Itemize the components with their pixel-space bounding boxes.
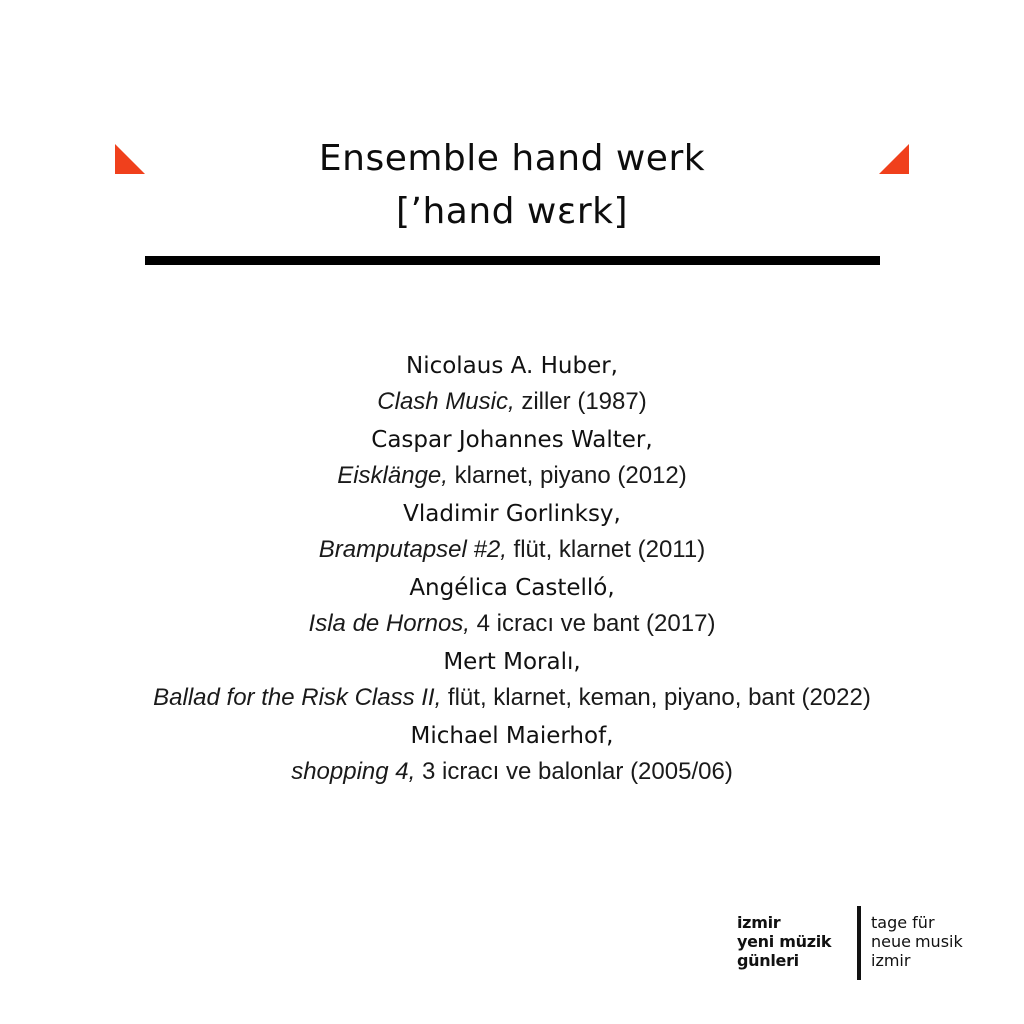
composer-name: Angélica Castelló,	[409, 575, 615, 601]
work-details: flüt, klarnet (2011)	[506, 536, 706, 563]
work-title: Clash Music,	[377, 388, 515, 415]
program-list	[120, 348, 904, 792]
logo-text-line: tage für	[871, 913, 935, 932]
work-line	[120, 754, 904, 790]
composer-name: Caspar Johannes Walter,	[371, 427, 653, 453]
logo-text-line: günleri	[737, 951, 799, 970]
composer-name: Michael Maierhof,	[410, 723, 614, 749]
logo-word: musik	[914, 932, 963, 951]
logo-divider	[857, 906, 861, 980]
program-item	[120, 570, 904, 642]
logo-turkish-name	[737, 913, 855, 970]
program-item	[120, 422, 904, 494]
work-details: 4 icracı ve bant (2017)	[469, 610, 716, 637]
program-item	[120, 496, 904, 568]
logo-word: neue	[871, 932, 911, 951]
logo-german-name	[871, 913, 991, 970]
logo-text-line: izmir	[737, 913, 781, 932]
work-title: Bramputapsel #2,	[318, 536, 507, 563]
logo-text-line	[871, 932, 991, 951]
page-title: Ensemble hand werk	[318, 138, 706, 179]
program-item	[120, 644, 904, 716]
work-line	[120, 680, 904, 716]
composer-name: Mert Moralı,	[443, 649, 581, 675]
work-details: ziller (1987)	[514, 388, 647, 415]
work-line	[120, 532, 904, 568]
program-item	[120, 718, 904, 790]
work-title: Isla de Hornos,	[308, 610, 470, 637]
work-title: Eisklänge,	[337, 462, 448, 489]
work-details: klarnet, piyano (2012)	[447, 462, 687, 489]
program-item	[120, 348, 904, 420]
work-line	[120, 384, 904, 420]
work-title: shopping 4,	[291, 758, 416, 785]
work-details: 3 icracı ve balonlar (2005/06)	[415, 758, 733, 785]
composer-name: Nicolaus A. Huber,	[405, 353, 618, 379]
work-line	[120, 458, 904, 494]
title-divider	[145, 256, 880, 265]
page-subtitle-phonetic: [’hand wɛrk]	[395, 191, 629, 232]
work-details: flüt, klarnet, keman, piyano, bant (2022)	[441, 684, 871, 711]
logo-text-line: izmir	[871, 951, 911, 970]
work-line	[120, 606, 904, 642]
logo-text-line: yeni müzik	[737, 932, 832, 951]
composer-name: Vladimir Gorlinksy,	[403, 501, 621, 527]
work-title: Ballad for the Risk Class II,	[153, 684, 442, 711]
